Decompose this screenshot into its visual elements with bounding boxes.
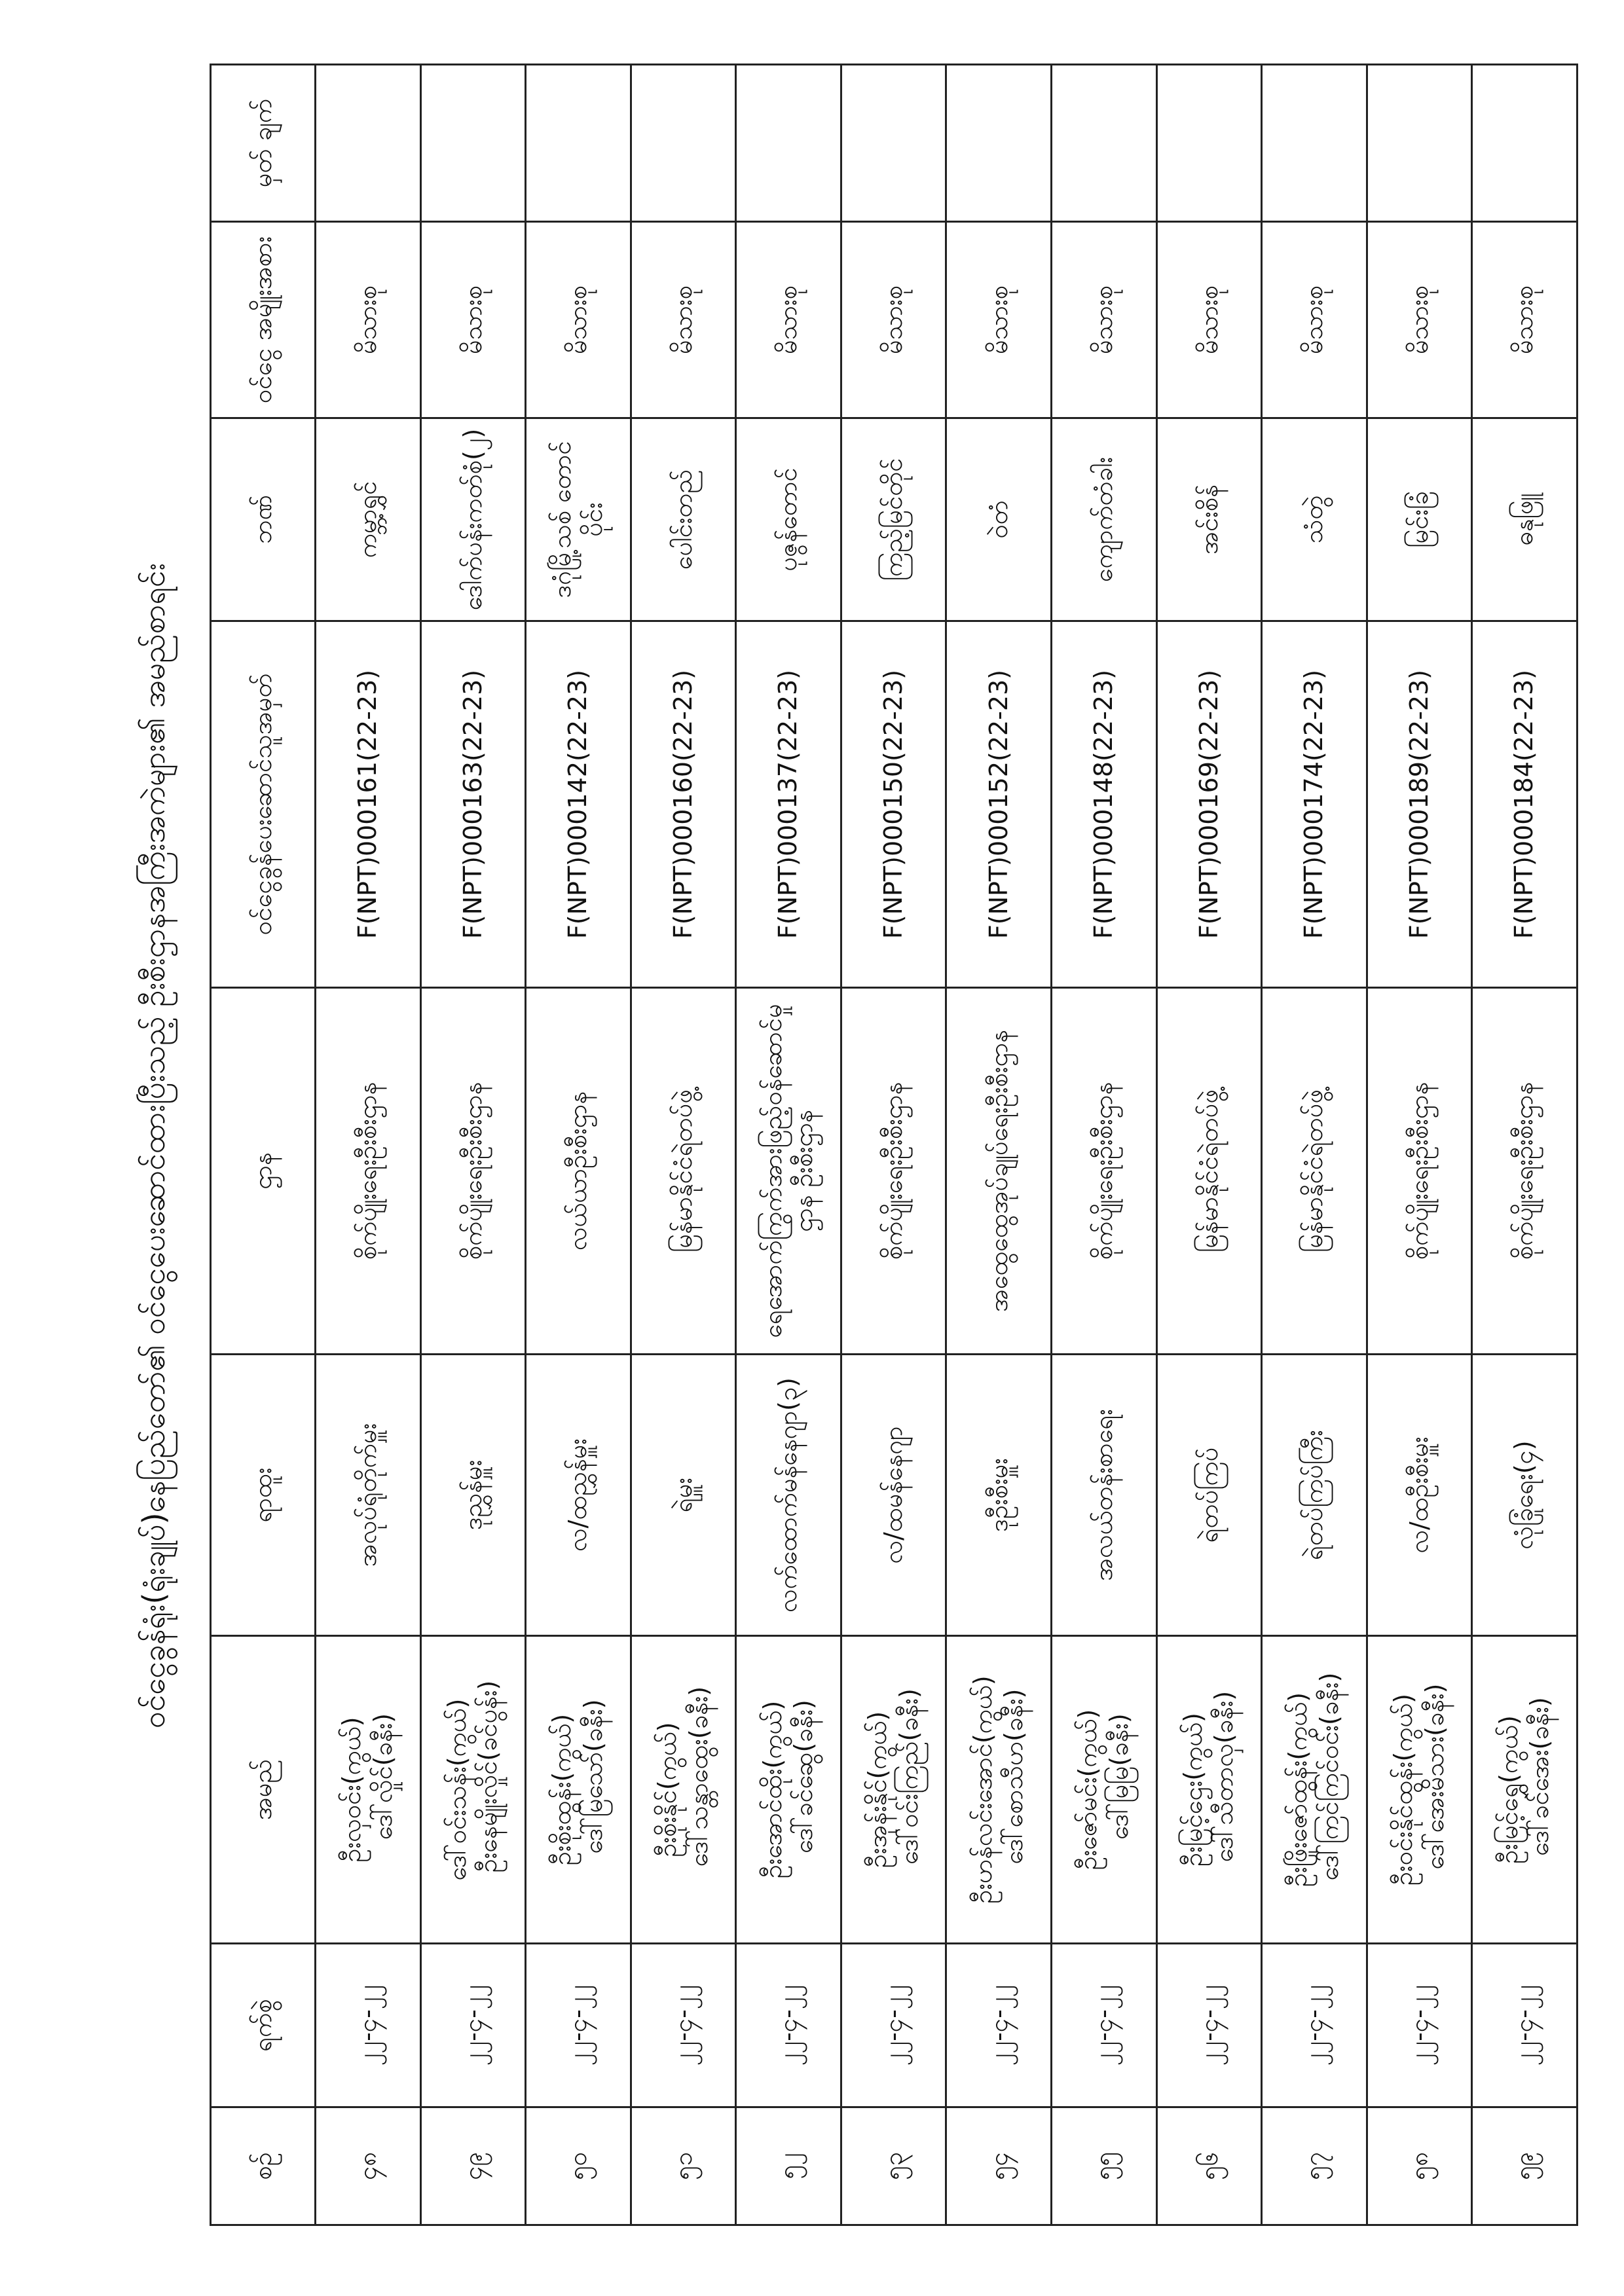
name-primary: ဦးအောင်ထိုး(ကွယ်) [758,1700,787,1879]
table-row [631,65,736,2225]
cell-name [420,1636,526,1944]
cell-tin: F(NPT)000142(22-23) [526,621,631,988]
header-no: စဉ် [211,2107,316,2225]
cell-name [526,1636,631,1944]
table-row [526,65,631,2225]
cell-tin: F(NPT)000189(22-23) [1367,621,1472,988]
cell-no: ၅၀ [526,2107,631,2225]
table-row [316,65,421,2225]
cell-remark [841,65,946,222]
cell-no: ၅၆ [1156,2107,1262,2225]
cell-position: ဒုဦးစီးမှူး [946,1355,1052,1636]
cell-income-type: မိသားစု [526,222,631,418]
name-primary: ဦးဇော်မင်း(ကွယ်) [1073,1709,1103,1870]
name-primary: ဒေါ်ဝင်းသန်း(ကွယ်) [442,1698,471,1881]
cell-remark [1367,65,1472,222]
rotated-page [118,65,1585,2226]
cell-position: အလုပ်ရုံတိုက်မှူး [316,1355,421,1636]
cell-remark [1262,65,1367,222]
cell-date: ၂၂-၄-၂၂ [631,1944,736,2107]
cell-department: မြန်မာနိုင်ငံရဲတပ်ဖွဲ့ [1156,988,1262,1355]
cell-remark [1472,65,1578,222]
cell-position: ရဲတပ်ကြပ်ကြီး [1262,1355,1367,1636]
cell-date: ၂၂-၄-၂၂ [1367,1944,1472,2107]
cell-name [316,1636,421,1944]
cell-bank: ကျောက်တံခါး [1052,418,1157,621]
cell-income-type: မိသားစု [631,222,736,418]
cell-date: ၂၂-၄-၂၂ [316,1944,421,2107]
cell-date: ၂၂-၄-၂၂ [526,1944,631,2107]
cell-position: လ/ထမန်နေဂျာ [841,1355,946,1636]
cell-income-type: မိသားစု [1262,222,1367,418]
cell-no: ၅၁ [631,2107,736,2225]
name-spouse: ဒေါ်မြသော်(ခနီး) [578,1699,608,1854]
cell-department: မြန်မာနိုင်ငံရဲတပ်ဖွဲ့ [631,988,736,1355]
name-spouse: ဒေါ်လှိုင်(ခနီး) [368,1713,397,1840]
name-spouse: ဒေါ်ဝင်းကြည်(ခနီး) [894,1688,923,1865]
name-primary: ဦးလှဝင်း(ကွယ်) [337,1717,367,1863]
header-department: ဌာန [211,988,316,1355]
cell-bank: သံတွဲ [1262,418,1367,621]
cell-no: ၅၈ [1367,2107,1472,2225]
name-spouse: ဒေါ်ခင်အေး(ခနီး) [1525,1697,1555,1856]
cell-name [1262,1636,1367,1944]
name-primary: ဦးဟန်လင်းအောင်(ကွယ်) [968,1675,997,1904]
cell-department: စိုက်ပျိုးရေးဦးစီးဌာန [1472,988,1578,1355]
cell-remark [1052,65,1157,222]
cell-position: လက်ထောက်မန်နေဂျာ(၃) [736,1355,841,1636]
cell-position: လုံခြုံရေး(၄) [1472,1355,1578,1636]
cell-no: ၅၄ [946,2107,1052,2225]
cell-position: ရဲတပ်ကြပ် [1156,1355,1262,1636]
name-spouse: ဒေါ်သီတာလှ(ခနီး) [1209,1690,1239,1863]
cell-department: စိုက်ပျိုးရေးဦးစီးဌာန [316,988,421,1355]
cell-no: ၅၂ [736,2107,841,2225]
cell-tin: F(NPT)000184(22-23) [1472,621,1578,988]
cell-no: ၅၅ [1052,2107,1157,2225]
cell-income-type: မိသားစု [316,222,421,418]
cell-date: ၂၂-၄-၂၂ [841,1944,946,2107]
cell-department: လယ်ယာဦးစီးဌာန [526,988,631,1355]
cell-tin: F(NPT)000161(22-23) [316,621,421,988]
cell-department: မြန်မာနိုင်ငံရဲတပ်ဖွဲ့ [1262,988,1367,1355]
cell-date: ၂၂-၄-၂၂ [1156,1944,1262,2107]
cell-remark [736,65,841,222]
cell-date: ၂၂-၄-၂၂ [736,1944,841,2107]
cell-name [736,1636,841,1944]
cell-department: စိုက်ပျိုးရေးဦးစီးဌာန [841,988,946,1355]
header-remark: မှတ် ချက် [211,65,316,222]
taxpayer-table [210,64,1578,2226]
cell-income-type: မိသားစု [420,222,526,418]
cell-income-type: မိသားစု [841,222,946,418]
cell-income-type: မိသားစု [946,222,1052,418]
cell-no: ၅၉ [1472,2107,1578,2225]
cell-bank: ဒေါက်ပန်းကတ်စုံ(၂) [420,418,526,621]
page-title: ဝင်ငွေခွန်ရုံး(ရုံးချုပ်)နေပြည်တော်၏ ဝင်ငွေပေးဆောင်ထားပြီးသည့် ဦးစီးဌာနအကြီးအကဲများ၏ အမည်စာရင်း [136,562,172,1729]
table-row [736,65,841,2225]
header-income-type: ဝင်ငွေ အမျိုးအစား [211,222,316,418]
cell-bank: ပုဇွန်တောင် [736,418,841,621]
cell-tin: F(NPT)000150(22-23) [841,621,946,988]
cell-department: စိုက်ပျိုးရေးဦးစီးဌာန [1052,988,1157,1355]
name-primary: ဦးမြင့်ရွှေ(ကွယ်) [1494,1715,1523,1864]
cell-bank: အင်းစိန် [1156,418,1262,621]
name-primary: ဦးစိုးနိုင်(ကွယ်) [653,1722,682,1857]
table-row [1156,65,1262,2225]
cell-position: လ/ထညွှန်မှူး [526,1355,631,1636]
name-primary: ဦးမြင့်ဌေး(ကွယ်) [1178,1713,1208,1867]
cell-tin: F(NPT)000148(22-23) [1052,621,1157,988]
header-position: ရာထူး [211,1355,316,1636]
cell-date: ၂၂-၄-၂၂ [1052,1944,1157,2107]
cell-name [1156,1636,1262,1944]
cell-bank: ကမ္ဘာ့ရွှင် [316,418,421,621]
cell-remark [946,65,1052,222]
cell-tin: F(NPT)000160(22-23) [631,621,736,988]
cell-date: ၂၂-၄-၂၂ [1262,1944,1367,2107]
name-spouse: ဒေါ်မြမြ(ခနီး) [1104,1713,1134,1840]
cell-remark [420,65,526,222]
cell-income-type: မိသားစု [1052,222,1157,418]
cell-tin: F(NPT)000137(22-23) [736,621,841,988]
cell-bank: ဝဲတံ [946,418,1052,621]
cell-name [1472,1636,1578,1944]
cell-department: စိုက်ပျိုးရေးဦးစီးဌာန [1367,988,1472,1355]
name-primary: ဦးဝင်းနိုင်ထွန်း(ကွယ်) [1389,1693,1418,1886]
cell-date: ၂၂-၄-၂၂ [946,1944,1052,2107]
header-name: အမည် [211,1636,316,1944]
cell-no: ၅၃ [841,2107,946,2225]
cell-remark [1156,65,1262,222]
name-primary: ဦးအုန်းနိုင်(ကွယ်) [863,1711,893,1868]
cell-income-type: မိသားစု [736,222,841,418]
cell-name [631,1636,736,1944]
cell-bank: ဓနုဖြူ [1472,418,1578,621]
cell-income-type: မိသားစု [1472,222,1578,418]
cell-bank: ဒဂုံမြို့သစ် တောင်ပိုင်း [526,418,631,621]
name-spouse: ဦးနေမျိုးလှိုင်(ခင်ပွန်း) [473,1680,503,1873]
table-row [946,65,1052,2225]
cell-no: ၅၇ [1262,2107,1367,2225]
cell-position: အလယ်တန်းစာရေး [1052,1355,1157,1636]
cell-department: ရေအောက်ကြွက်အားဖြည့်ဝန်ဆောင်မှုဌာန ဦးစီးဌာန [736,988,841,1355]
cell-bank: ကြည့်မြင်တိုင် [841,418,946,621]
cell-income-type: မိသားစု [1156,222,1262,418]
table-row [1367,65,1472,2225]
cell-remark [631,65,736,222]
cell-tin: F(NPT)000163(22-23) [420,621,526,988]
header-tin: ဝင်ငွေခွန်ပေးဆောင်သူအမှတ် [211,621,316,988]
cell-name [1367,1636,1472,1944]
cell-position: လ/ထဦးစီးမှူး [1367,1355,1472,1636]
cell-income-type: မိသားစု [1367,222,1472,418]
header-bank: ဘဏ် [211,418,316,621]
header-row [211,65,316,2225]
name-spouse: ဒေါ်ကြင်ကြင်ဝင်း(ခနီး) [1314,1672,1344,1881]
cell-tin: F(NPT)000169(22-23) [1156,621,1262,988]
table-row [1262,65,1367,2225]
name-spouse: ဒေါ်စောသီဟ(ခနီး) [999,1688,1029,1865]
name-spouse: ဒေါ်သန္တာထွေး(ခနီး) [684,1686,713,1867]
cell-date: ၂၂-၄-၂၂ [1472,1944,1578,2107]
header-date: ရက်စွဲ [211,1944,316,2107]
cell-bank: ပေါင်းတည် [631,418,736,621]
cell-position: ရဲမှူး [631,1355,736,1636]
cell-remark [316,65,421,222]
cell-position: ဒုညွှန်မှူး [420,1355,526,1636]
table-row [420,65,526,2225]
cell-name [946,1636,1052,1944]
name-primary: ဦးစိုးထွန်း(ကွယ်) [547,1713,577,1866]
cell-tin: F(NPT)000174(22-23) [1262,621,1367,988]
name-primary: ဦးဖြိုးဇော်ထွန်း(ကွယ်) [1283,1692,1313,1887]
cell-remark [526,65,631,222]
table-row [1052,65,1157,2225]
cell-no: ၄၈ [316,2107,421,2225]
name-spouse: ဒေါ်အေးမိသား(ခနီး) [1420,1683,1449,1870]
cell-department: စိုက်ပျိုးရေးဦးစီးဌာန [420,988,526,1355]
table-row [1472,65,1578,2225]
cell-name [1052,1636,1157,1944]
cell-no: ၄၉ [420,2107,526,2225]
cell-name [841,1636,946,1944]
cell-tin: F(NPT)000152(22-23) [946,621,1052,988]
name-spouse: ဒေါ်ခင်ဆွေ(ခနီး) [789,1700,819,1853]
cell-bank: မြင်းခြံ [1367,418,1472,621]
cell-department: အထွေထွေအုပ်ချုပ်ရေးဦးစီးဌာန [946,988,1052,1355]
table-row [841,65,946,2225]
cell-date: ၂၂-၄-၂၂ [420,1944,526,2107]
